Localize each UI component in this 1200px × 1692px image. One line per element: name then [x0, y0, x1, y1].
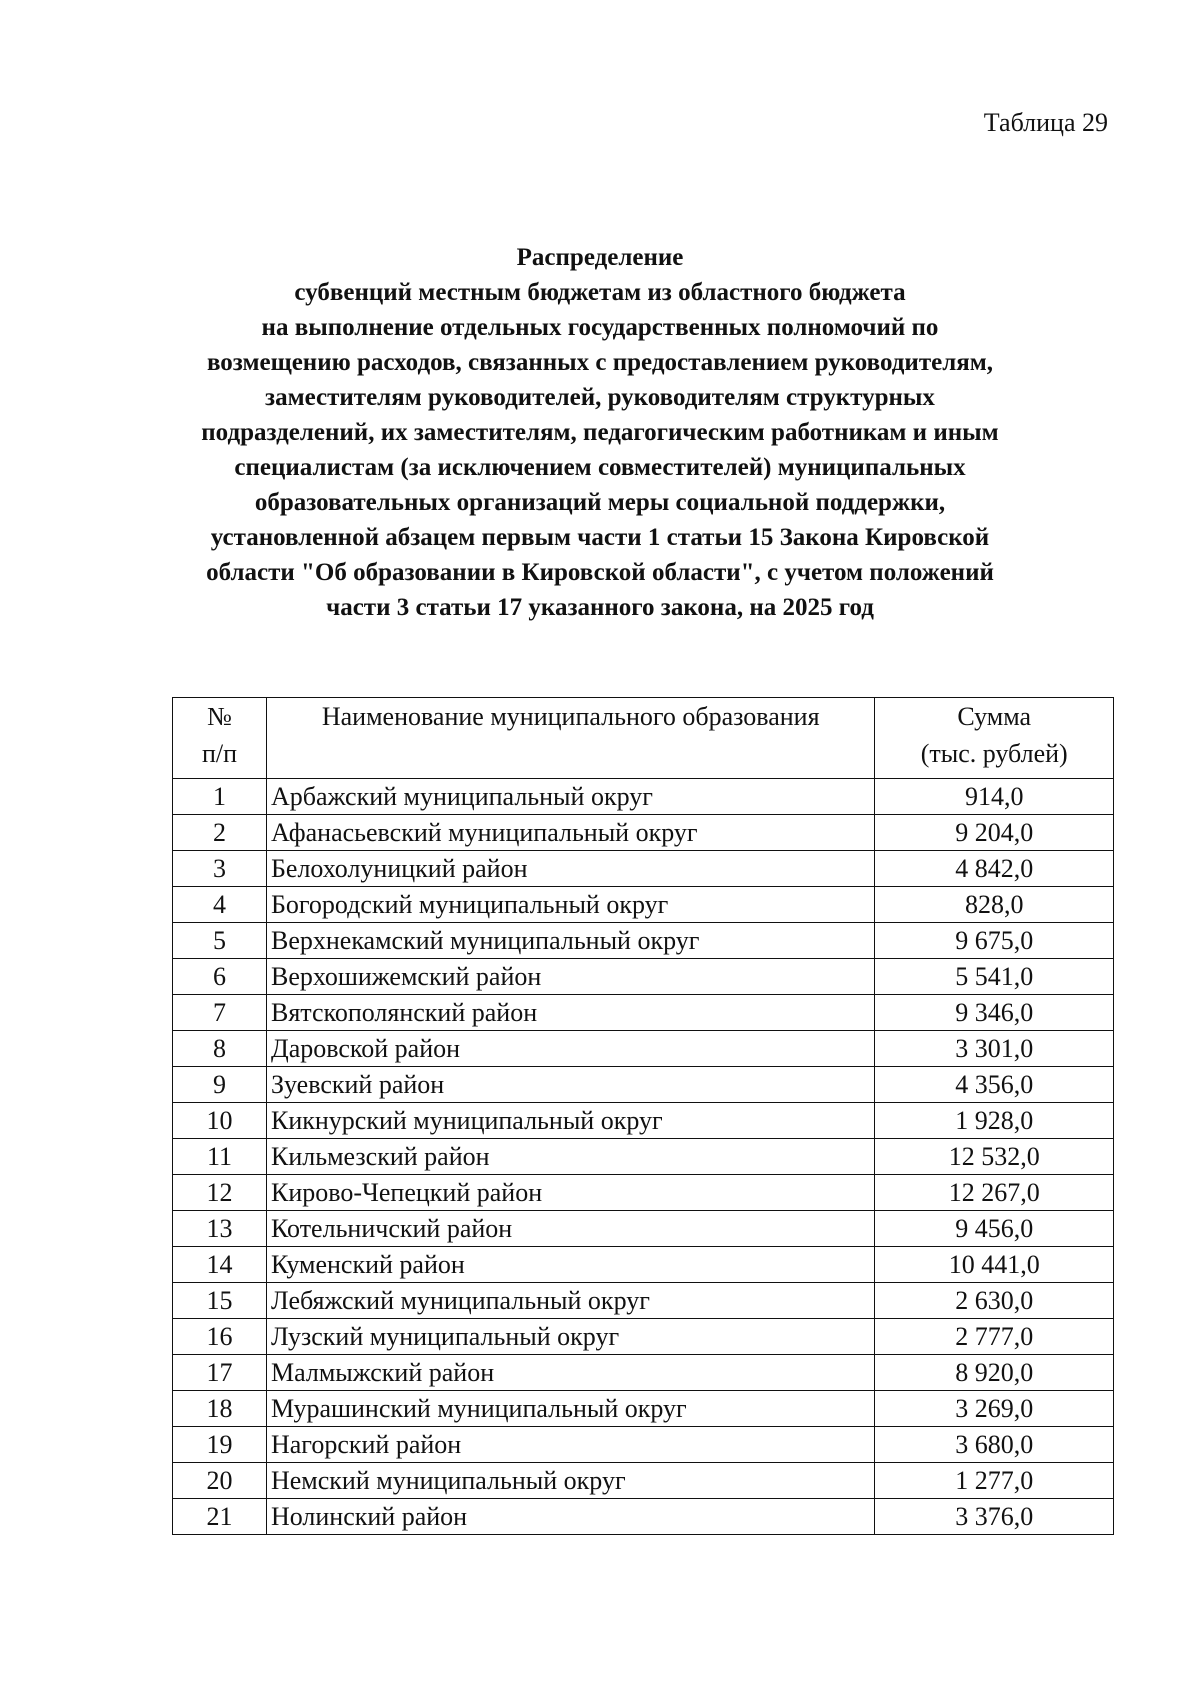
- row-municipality: Немский муниципальный округ: [266, 1463, 874, 1499]
- row-amount: 4 356,0: [875, 1067, 1114, 1103]
- table-row: [173, 995, 1114, 1031]
- row-number: 15: [173, 1283, 267, 1319]
- row-number: 11: [173, 1139, 267, 1175]
- table-row: [173, 1139, 1114, 1175]
- row-number: 13: [173, 1211, 267, 1247]
- row-municipality: Зуевский район: [266, 1067, 874, 1103]
- header-sum-line1: Сумма: [957, 702, 1032, 731]
- row-municipality: Богородский муниципальный округ: [266, 887, 874, 923]
- header-sum-line2: (тыс. рублей): [920, 739, 1068, 768]
- table-row: [173, 1175, 1114, 1211]
- row-municipality: Афанасьевский муниципальный округ: [266, 815, 874, 851]
- row-amount: 5 541,0: [875, 959, 1114, 995]
- title-line: Распределение: [516, 244, 684, 271]
- table-row: [173, 1319, 1114, 1355]
- title-line: возмещению расходов, связанных с предоставлением руководителям,: [206, 349, 994, 376]
- table-row: [173, 851, 1114, 887]
- row-number: 3: [173, 851, 267, 887]
- row-amount: 828,0: [875, 887, 1114, 923]
- row-number: 20: [173, 1463, 267, 1499]
- row-number: 17: [173, 1355, 267, 1391]
- title-line: области "Об образовании в Кировской области", с учетом положений: [206, 559, 994, 586]
- table-row: [173, 887, 1114, 923]
- header-number-line1: №: [207, 702, 232, 731]
- header-number: [173, 698, 267, 779]
- row-municipality: Мурашинский муниципальный округ: [266, 1391, 874, 1427]
- row-municipality: Лузский муниципальный округ: [266, 1319, 874, 1355]
- row-municipality: Малмыжский район: [266, 1355, 874, 1391]
- title-line: установленной абзацем первым части 1 статьи 15 Закона Кировской: [210, 524, 990, 551]
- row-number: 10: [173, 1103, 267, 1139]
- table-row: [173, 1247, 1114, 1283]
- row-amount: 9 675,0: [875, 923, 1114, 959]
- table-row: [173, 1427, 1114, 1463]
- row-amount: 3 269,0: [875, 1391, 1114, 1427]
- row-number: 18: [173, 1391, 267, 1427]
- row-number: 12: [173, 1175, 267, 1211]
- row-number: 5: [173, 923, 267, 959]
- table-row: [173, 779, 1114, 815]
- title-line: специалистам (за исключением совместителей) муниципальных: [234, 454, 966, 481]
- title-line: образовательных организаций меры социальной поддержки,: [254, 489, 946, 516]
- title-line: части 3 статьи 17 указанного закона, на 2025 год: [326, 594, 874, 621]
- table-row: [173, 1391, 1114, 1427]
- row-amount: 9 346,0: [875, 995, 1114, 1031]
- row-number: 9: [173, 1067, 267, 1103]
- table-number-label: Таблица 29: [983, 108, 1108, 137]
- title-line: заместителям руководителей, руководителям структурных: [265, 384, 935, 411]
- table-row: [173, 1031, 1114, 1067]
- row-amount: 914,0: [875, 779, 1114, 815]
- title-line: на выполнение отдельных государственных полномочий по: [261, 314, 939, 341]
- row-municipality: Кирово-Чепецкий район: [266, 1175, 874, 1211]
- row-amount: 12 267,0: [875, 1175, 1114, 1211]
- subvention-table: [172, 697, 1114, 1535]
- row-amount: 9 204,0: [875, 815, 1114, 851]
- row-amount: 4 842,0: [875, 851, 1114, 887]
- row-number: 16: [173, 1319, 267, 1355]
- table-row: [173, 1463, 1114, 1499]
- row-municipality: Котельничский район: [266, 1211, 874, 1247]
- row-amount: 2 777,0: [875, 1319, 1114, 1355]
- row-amount: 8 920,0: [875, 1355, 1114, 1391]
- row-amount: 3 376,0: [875, 1499, 1114, 1535]
- row-municipality: Вятскополянский район: [266, 995, 874, 1031]
- header-name: Наименование муниципального образования: [266, 698, 874, 779]
- row-number: 6: [173, 959, 267, 995]
- row-amount: 3 301,0: [875, 1031, 1114, 1067]
- table-row: [173, 1283, 1114, 1319]
- row-municipality: Кикнурский муниципальный округ: [266, 1103, 874, 1139]
- row-municipality: Даровской район: [266, 1031, 874, 1067]
- row-amount: 1 928,0: [875, 1103, 1114, 1139]
- row-amount: 12 532,0: [875, 1139, 1114, 1175]
- row-municipality: Верхнекамский муниципальный округ: [266, 923, 874, 959]
- row-number: 1: [173, 779, 267, 815]
- row-municipality: Кильмезский район: [266, 1139, 874, 1175]
- table-row: [173, 1103, 1114, 1139]
- table-row: [173, 1211, 1114, 1247]
- table-row: [173, 1067, 1114, 1103]
- table-body: [173, 779, 1114, 1535]
- row-number: 8: [173, 1031, 267, 1067]
- table-row: [173, 1355, 1114, 1391]
- row-municipality: Лебяжский муниципальный округ: [266, 1283, 874, 1319]
- row-number: 2: [173, 815, 267, 851]
- row-amount: 9 456,0: [875, 1211, 1114, 1247]
- table-row: [173, 923, 1114, 959]
- table-row: [173, 959, 1114, 995]
- row-number: 19: [173, 1427, 267, 1463]
- table-row: [173, 1499, 1114, 1535]
- row-municipality: Арбажский муниципальный округ: [266, 779, 874, 815]
- row-municipality: Нолинский район: [266, 1499, 874, 1535]
- row-municipality: Верхошижемский район: [266, 959, 874, 995]
- row-number: 4: [173, 887, 267, 923]
- row-amount: 10 441,0: [875, 1247, 1114, 1283]
- header-sum: [875, 698, 1114, 779]
- row-municipality: Нагорский район: [266, 1427, 874, 1463]
- row-amount: 3 680,0: [875, 1427, 1114, 1463]
- title-line: подразделений, их заместителям, педагогическим работникам и иным: [201, 419, 999, 446]
- row-municipality: Белохолуницкий район: [266, 851, 874, 887]
- document-title: [120, 240, 1080, 625]
- title-line: субвенций местным бюджетам из областного бюджета: [294, 279, 906, 306]
- row-municipality: Куменский район: [266, 1247, 874, 1283]
- row-amount: 2 630,0: [875, 1283, 1114, 1319]
- table-row: [173, 815, 1114, 851]
- row-number: 14: [173, 1247, 267, 1283]
- row-amount: 1 277,0: [875, 1463, 1114, 1499]
- header-number-line2: п/п: [201, 739, 238, 768]
- table-header-row: [173, 698, 1114, 779]
- row-number: 7: [173, 995, 267, 1031]
- row-number: 21: [173, 1499, 267, 1535]
